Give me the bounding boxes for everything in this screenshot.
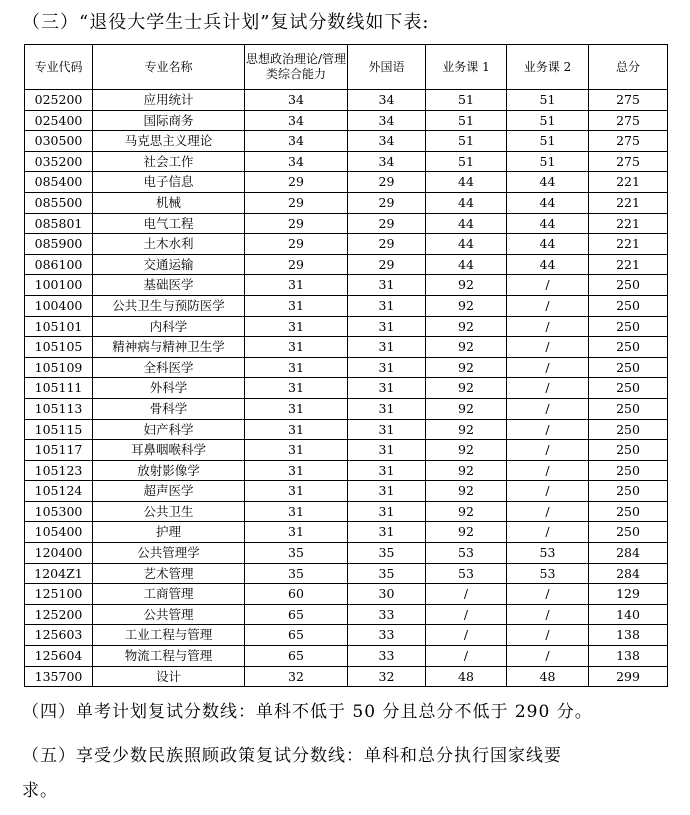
cell-foreign-language: 31 — [348, 501, 426, 522]
cell-major-code: 100400 — [25, 295, 93, 316]
cell-foreign-language: 31 — [348, 295, 426, 316]
cell-course-2: / — [507, 398, 589, 419]
cell-total: 250 — [589, 295, 668, 316]
cell-foreign-language: 34 — [348, 110, 426, 131]
table-row — [25, 131, 668, 152]
cell-major-code: 025400 — [25, 110, 93, 131]
cell-politics: 35 — [245, 563, 348, 584]
table-row — [25, 646, 668, 667]
table-row — [25, 563, 668, 584]
table-row — [25, 192, 668, 213]
table-row — [25, 625, 668, 646]
cell-foreign-language: 31 — [348, 378, 426, 399]
cell-total: 284 — [589, 543, 668, 564]
cell-foreign-language: 31 — [348, 419, 426, 440]
section-heading: （三）“退役大学生士兵计划”复试分数线如下表: — [22, 12, 430, 33]
cell-major-code: 105117 — [25, 440, 93, 461]
cell-major-code: 085801 — [25, 213, 93, 234]
cell-major-name: 电子信息 — [93, 172, 245, 193]
cell-major-code: 105300 — [25, 501, 93, 522]
cell-politics: 31 — [245, 481, 348, 502]
cell-course-2: / — [507, 646, 589, 667]
cell-course-2: / — [507, 625, 589, 646]
table-row — [25, 522, 668, 543]
cell-major-name: 公共卫生 — [93, 501, 245, 522]
cell-politics: 29 — [245, 254, 348, 275]
cell-major-name: 马克思主义理论 — [93, 131, 245, 152]
table-row — [25, 172, 668, 193]
cell-course-2: / — [507, 337, 589, 358]
cell-course-1: 44 — [426, 213, 507, 234]
cell-politics: 34 — [245, 90, 348, 111]
table-row — [25, 295, 668, 316]
cell-major-name: 物流工程与管理 — [93, 646, 245, 667]
header-major-name: 专业名称 — [93, 45, 245, 90]
cell-politics: 31 — [245, 501, 348, 522]
cell-major-name: 超声医学 — [93, 481, 245, 502]
cell-course-1: 92 — [426, 522, 507, 543]
cell-total: 221 — [589, 172, 668, 193]
table-row — [25, 110, 668, 131]
cell-course-2: 51 — [507, 90, 589, 111]
table-row — [25, 357, 668, 378]
cell-course-1: 92 — [426, 378, 507, 399]
cell-politics: 31 — [245, 440, 348, 461]
paragraph-single-exam: （四）单考计划复试分数线：单科不低于 50 分且总分不低于 290 分。 — [22, 702, 593, 722]
cell-foreign-language: 30 — [348, 584, 426, 605]
cell-foreign-language: 32 — [348, 666, 426, 687]
cell-course-1: 92 — [426, 501, 507, 522]
table-row — [25, 234, 668, 255]
cell-major-code: 025200 — [25, 90, 93, 111]
cell-total: 138 — [589, 646, 668, 667]
cell-foreign-language: 31 — [348, 522, 426, 543]
cell-major-code: 086100 — [25, 254, 93, 275]
cell-major-name: 工业工程与管理 — [93, 625, 245, 646]
cell-foreign-language: 29 — [348, 192, 426, 213]
cell-total: 250 — [589, 522, 668, 543]
cell-course-2: / — [507, 419, 589, 440]
cell-major-code: 120400 — [25, 543, 93, 564]
cell-major-name: 艺术管理 — [93, 563, 245, 584]
table-row — [25, 378, 668, 399]
cell-politics: 31 — [245, 295, 348, 316]
cell-course-2: / — [507, 501, 589, 522]
cell-major-code: 105124 — [25, 481, 93, 502]
cell-total: 250 — [589, 419, 668, 440]
table-row — [25, 337, 668, 358]
table-row — [25, 481, 668, 502]
cell-major-name: 基础医学 — [93, 275, 245, 296]
cell-course-1: 51 — [426, 131, 507, 152]
cell-total: 140 — [589, 604, 668, 625]
cell-total: 250 — [589, 357, 668, 378]
cell-course-1: 92 — [426, 481, 507, 502]
cell-foreign-language: 35 — [348, 563, 426, 584]
table-row — [25, 398, 668, 419]
table-row — [25, 543, 668, 564]
table-row — [25, 460, 668, 481]
table-row — [25, 275, 668, 296]
cell-course-1: 92 — [426, 419, 507, 440]
cell-major-name: 精神病与精神卫生学 — [93, 337, 245, 358]
cell-total: 250 — [589, 481, 668, 502]
cell-course-2: 51 — [507, 151, 589, 172]
cell-course-1: 44 — [426, 254, 507, 275]
cell-course-1: 92 — [426, 295, 507, 316]
cell-course-1: / — [426, 625, 507, 646]
cell-major-code: 085900 — [25, 234, 93, 255]
cell-major-name: 土木水利 — [93, 234, 245, 255]
header-major-code: 专业代码 — [25, 45, 93, 90]
cell-major-name: 耳鼻咽喉科学 — [93, 440, 245, 461]
header-politics: 思想政治理论/管理类综合能力 — [245, 45, 348, 90]
cell-major-name: 放射影像学 — [93, 460, 245, 481]
cell-course-2: / — [507, 584, 589, 605]
cell-major-code: 1204Z1 — [25, 563, 93, 584]
cell-course-2: 51 — [507, 131, 589, 152]
cell-total: 250 — [589, 440, 668, 461]
header-foreign-language: 外国语 — [348, 45, 426, 90]
table-row — [25, 501, 668, 522]
cell-major-code: 105115 — [25, 419, 93, 440]
cell-course-2: 44 — [507, 254, 589, 275]
table-body — [25, 90, 668, 687]
score-table — [24, 44, 668, 687]
cell-course-2: / — [507, 440, 589, 461]
cell-major-code: 100100 — [25, 275, 93, 296]
cell-foreign-language: 31 — [348, 337, 426, 358]
cell-course-1: 51 — [426, 90, 507, 111]
cell-total: 275 — [589, 151, 668, 172]
table-row — [25, 90, 668, 111]
cell-major-code: 035200 — [25, 151, 93, 172]
cell-major-name: 妇产科学 — [93, 419, 245, 440]
cell-major-name: 应用统计 — [93, 90, 245, 111]
header-course-1: 业务课 1 — [426, 45, 507, 90]
cell-foreign-language: 31 — [348, 357, 426, 378]
cell-total: 129 — [589, 584, 668, 605]
cell-total: 138 — [589, 625, 668, 646]
cell-politics: 29 — [245, 234, 348, 255]
cell-major-name: 机械 — [93, 192, 245, 213]
cell-major-name: 国际商务 — [93, 110, 245, 131]
cell-course-2: / — [507, 378, 589, 399]
cell-course-1: / — [426, 584, 507, 605]
cell-politics: 31 — [245, 419, 348, 440]
cell-total: 221 — [589, 192, 668, 213]
cell-course-2: / — [507, 295, 589, 316]
cell-major-code: 125200 — [25, 604, 93, 625]
cell-total: 299 — [589, 666, 668, 687]
cell-foreign-language: 33 — [348, 625, 426, 646]
cell-politics: 34 — [245, 131, 348, 152]
cell-foreign-language: 31 — [348, 275, 426, 296]
table-row — [25, 213, 668, 234]
cell-course-1: 92 — [426, 275, 507, 296]
cell-major-code: 085500 — [25, 192, 93, 213]
cell-foreign-language: 34 — [348, 131, 426, 152]
cell-foreign-language: 29 — [348, 213, 426, 234]
cell-major-code: 085400 — [25, 172, 93, 193]
cell-course-1: 51 — [426, 151, 507, 172]
cell-course-2: / — [507, 522, 589, 543]
cell-politics: 65 — [245, 604, 348, 625]
cell-major-name: 护理 — [93, 522, 245, 543]
cell-major-code: 135700 — [25, 666, 93, 687]
cell-major-name: 内科学 — [93, 316, 245, 337]
cell-total: 250 — [589, 398, 668, 419]
cell-politics: 31 — [245, 522, 348, 543]
header-total: 总分 — [589, 45, 668, 90]
table-row — [25, 254, 668, 275]
cell-course-1: / — [426, 646, 507, 667]
cell-major-code: 105400 — [25, 522, 93, 543]
cell-course-2: / — [507, 481, 589, 502]
paragraph-minority-policy: （五）享受少数民族照顾政策复试分数线：单科和总分执行国家线要 — [22, 746, 562, 766]
cell-course-1: / — [426, 604, 507, 625]
cell-course-2: 48 — [507, 666, 589, 687]
cell-major-code: 105111 — [25, 378, 93, 399]
cell-course-1: 92 — [426, 440, 507, 461]
cell-major-name: 设计 — [93, 666, 245, 687]
cell-course-1: 92 — [426, 316, 507, 337]
cell-politics: 32 — [245, 666, 348, 687]
cell-course-2: / — [507, 275, 589, 296]
cell-major-name: 社会工作 — [93, 151, 245, 172]
cell-foreign-language: 29 — [348, 172, 426, 193]
cell-foreign-language: 31 — [348, 398, 426, 419]
cell-foreign-language: 31 — [348, 440, 426, 461]
cell-course-1: 44 — [426, 234, 507, 255]
cell-politics: 31 — [245, 337, 348, 358]
cell-foreign-language: 34 — [348, 90, 426, 111]
cell-major-name: 骨科学 — [93, 398, 245, 419]
cell-total: 250 — [589, 275, 668, 296]
table-row — [25, 316, 668, 337]
cell-total: 284 — [589, 563, 668, 584]
cell-major-name: 外科学 — [93, 378, 245, 399]
cell-course-2: / — [507, 460, 589, 481]
header-course-2: 业务课 2 — [507, 45, 589, 90]
cell-course-1: 92 — [426, 398, 507, 419]
cell-politics: 29 — [245, 172, 348, 193]
cell-politics: 31 — [245, 316, 348, 337]
cell-politics: 34 — [245, 110, 348, 131]
table-row — [25, 604, 668, 625]
cell-major-code: 105101 — [25, 316, 93, 337]
cell-politics: 60 — [245, 584, 348, 605]
table-row — [25, 666, 668, 687]
cell-total: 250 — [589, 316, 668, 337]
cell-foreign-language: 35 — [348, 543, 426, 564]
cell-course-1: 51 — [426, 110, 507, 131]
cell-course-1: 92 — [426, 337, 507, 358]
cell-major-name: 工商管理 — [93, 584, 245, 605]
cell-major-name: 公共管理 — [93, 604, 245, 625]
cell-major-name: 公共卫生与预防医学 — [93, 295, 245, 316]
cell-total: 221 — [589, 213, 668, 234]
cell-major-code: 125604 — [25, 646, 93, 667]
cell-total: 250 — [589, 337, 668, 358]
cell-politics: 35 — [245, 543, 348, 564]
cell-major-code: 105113 — [25, 398, 93, 419]
cell-politics: 34 — [245, 151, 348, 172]
cell-course-1: 44 — [426, 172, 507, 193]
cell-course-2: / — [507, 604, 589, 625]
cell-major-code: 105123 — [25, 460, 93, 481]
cell-foreign-language: 29 — [348, 254, 426, 275]
cell-major-name: 电气工程 — [93, 213, 245, 234]
cell-politics: 29 — [245, 192, 348, 213]
cell-total: 221 — [589, 254, 668, 275]
table-row — [25, 440, 668, 461]
cell-politics: 65 — [245, 646, 348, 667]
cell-course-2: / — [507, 357, 589, 378]
cell-course-2: 44 — [507, 192, 589, 213]
cell-foreign-language: 33 — [348, 646, 426, 667]
cell-foreign-language: 31 — [348, 481, 426, 502]
cell-total: 275 — [589, 90, 668, 111]
cell-major-name: 交通运输 — [93, 254, 245, 275]
cell-course-2: 51 — [507, 110, 589, 131]
cell-foreign-language: 29 — [348, 234, 426, 255]
cell-total: 221 — [589, 234, 668, 255]
cell-course-2: 44 — [507, 213, 589, 234]
cell-course-1: 53 — [426, 563, 507, 584]
cell-foreign-language: 31 — [348, 460, 426, 481]
cell-course-2: 53 — [507, 543, 589, 564]
cell-politics: 31 — [245, 460, 348, 481]
cell-course-2: 53 — [507, 563, 589, 584]
cell-course-1: 92 — [426, 357, 507, 378]
cell-total: 275 — [589, 131, 668, 152]
cell-major-name: 全科医学 — [93, 357, 245, 378]
table-row — [25, 151, 668, 172]
cell-course-2: 44 — [507, 172, 589, 193]
cell-foreign-language: 33 — [348, 604, 426, 625]
table-header-row — [25, 45, 668, 90]
cell-major-code: 105109 — [25, 357, 93, 378]
cell-politics: 65 — [245, 625, 348, 646]
cell-major-code: 125603 — [25, 625, 93, 646]
cell-course-2: 44 — [507, 234, 589, 255]
paragraph-minority-policy-cont: 求。 — [22, 781, 58, 801]
cell-course-1: 48 — [426, 666, 507, 687]
cell-course-2: / — [507, 316, 589, 337]
cell-foreign-language: 31 — [348, 316, 426, 337]
cell-politics: 29 — [245, 213, 348, 234]
cell-major-name: 公共管理学 — [93, 543, 245, 564]
cell-major-code: 105105 — [25, 337, 93, 358]
cell-course-1: 44 — [426, 192, 507, 213]
cell-total: 250 — [589, 460, 668, 481]
cell-major-code: 125100 — [25, 584, 93, 605]
cell-foreign-language: 34 — [348, 151, 426, 172]
cell-politics: 31 — [245, 357, 348, 378]
cell-total: 250 — [589, 378, 668, 399]
cell-course-1: 53 — [426, 543, 507, 564]
cell-politics: 31 — [245, 378, 348, 399]
cell-course-1: 92 — [426, 460, 507, 481]
cell-major-code: 030500 — [25, 131, 93, 152]
table-row — [25, 584, 668, 605]
cell-total: 250 — [589, 501, 668, 522]
table-row — [25, 419, 668, 440]
cell-politics: 31 — [245, 398, 348, 419]
cell-politics: 31 — [245, 275, 348, 296]
cell-total: 275 — [589, 110, 668, 131]
